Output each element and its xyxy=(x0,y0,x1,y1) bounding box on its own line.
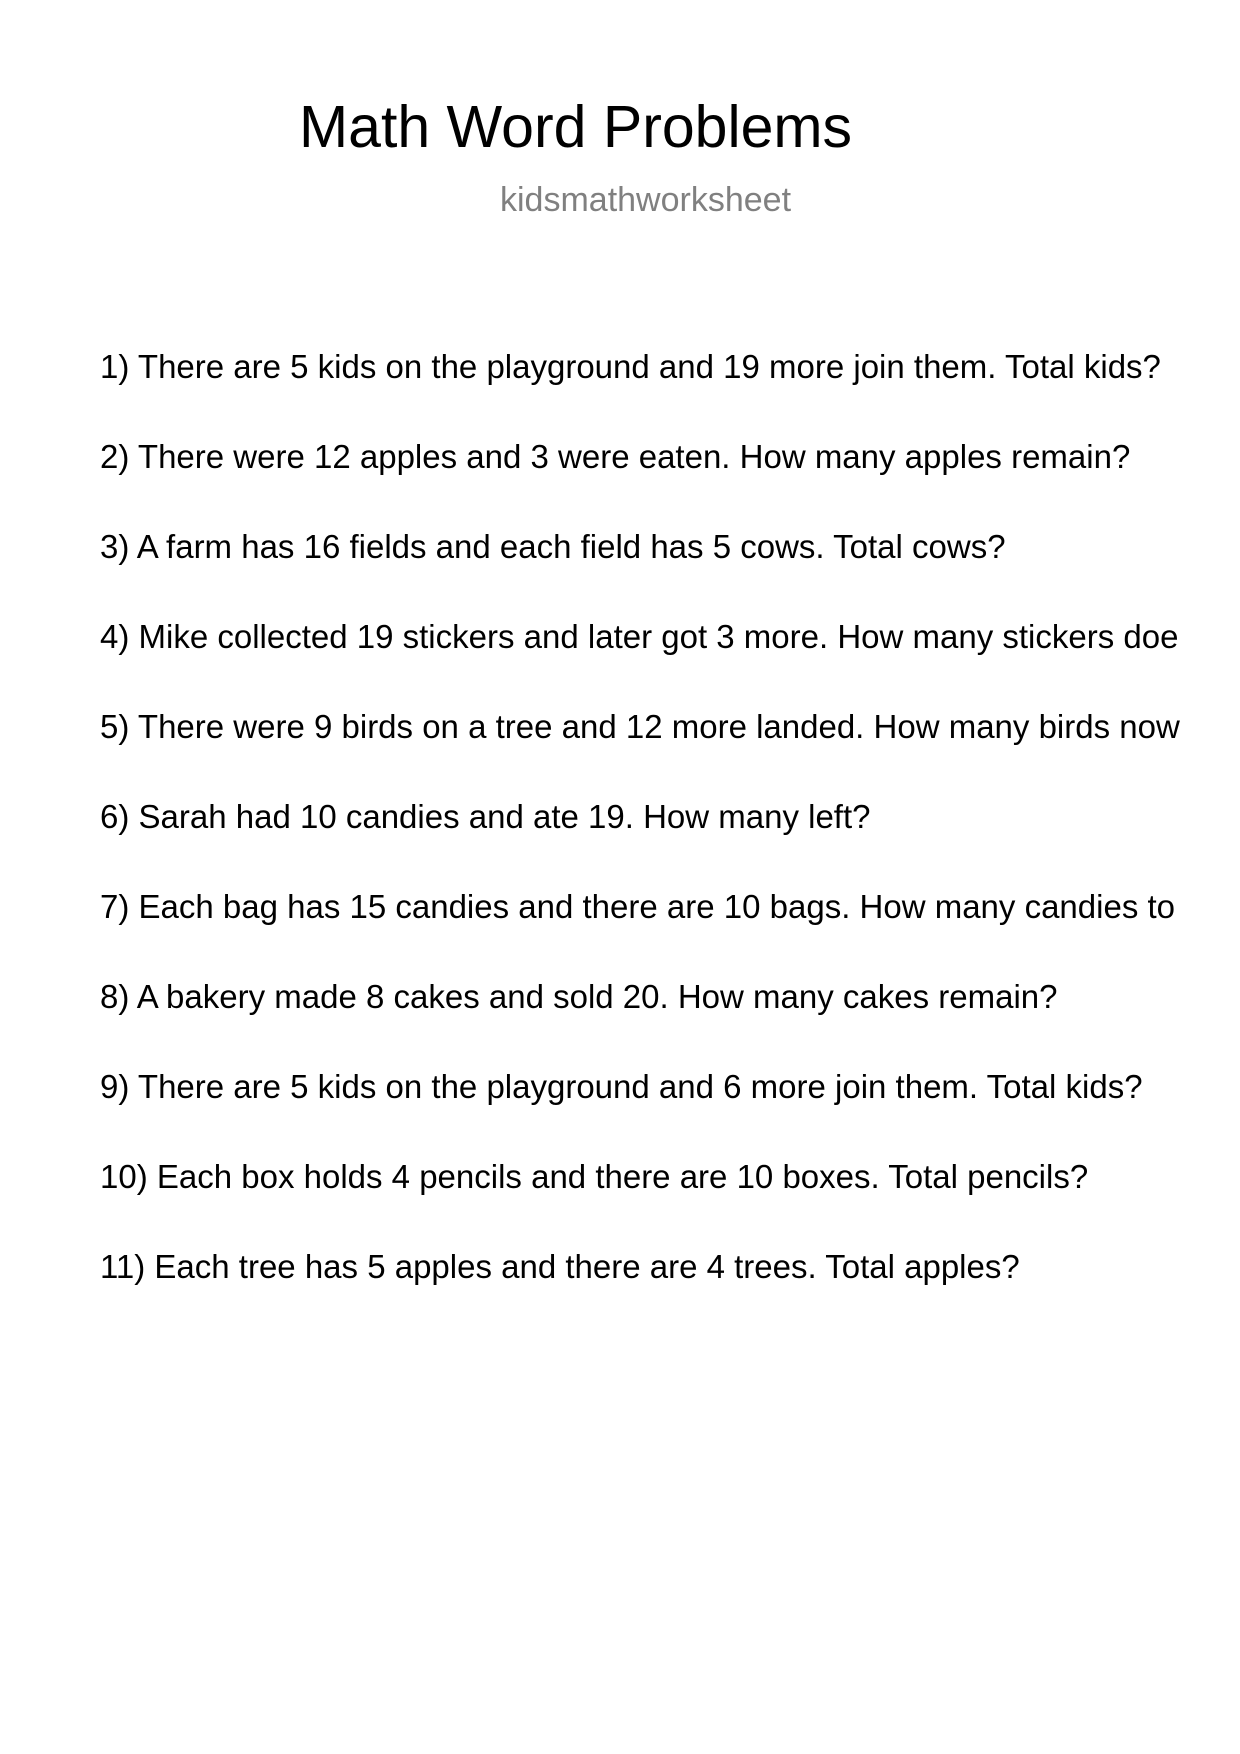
problem-item: 11) Each tree has 5 apples and there are 4 trees. Total apples? xyxy=(100,1250,1020,1285)
problem-item: 10) Each box holds 4 pencils and there are 10 boxes. Total pencils? xyxy=(100,1160,1089,1195)
worksheet-title: Math Word Problems xyxy=(299,94,853,160)
problem-list xyxy=(100,350,1240,1340)
problem-item: 1) There are 5 kids on the playground and 19 more join them. Total kids? xyxy=(100,350,1161,385)
problem-item: 5) There were 9 birds on a tree and 12 more landed. How many birds now xyxy=(100,710,1180,745)
problem-item: 2) There were 12 apples and 3 were eaten. How many apples remain? xyxy=(100,440,1131,475)
problem-item: 8) A bakery made 8 cakes and sold 20. How many cakes remain? xyxy=(100,980,1058,1015)
problem-item: 7) Each bag has 15 candies and there are 10 bags. How many candies to xyxy=(100,890,1176,925)
problem-item: 6) Sarah had 10 candies and ate 19. How many left? xyxy=(100,800,871,835)
worksheet-subtitle: kidsmathworksheet xyxy=(500,181,792,219)
problem-item: 9) There are 5 kids on the playground and 6 more join them. Total kids? xyxy=(100,1070,1143,1105)
problem-item: 4) Mike collected 19 stickers and later got 3 more. How many stickers doe xyxy=(100,620,1179,655)
problem-item: 3) A farm has 16 fields and each field has 5 cows. Total cows? xyxy=(100,530,1006,565)
